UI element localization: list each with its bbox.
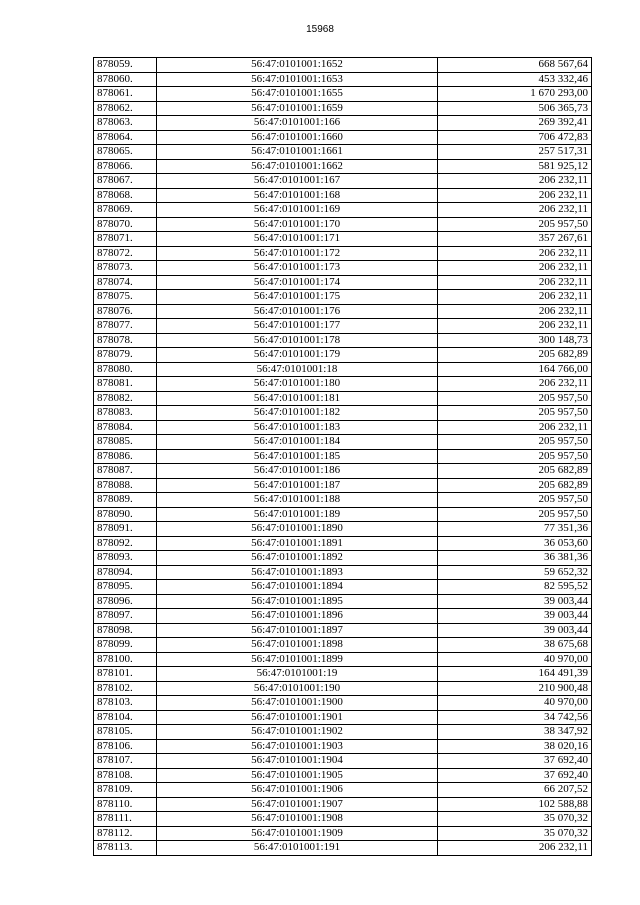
cadastral-number-cell: 56:47:0101001:187 (157, 478, 438, 493)
table-row (94, 609, 592, 624)
row-number-cell: 878061. (94, 87, 157, 102)
cadastral-number-cell: 56:47:0101001:188 (157, 493, 438, 508)
table-row (94, 797, 592, 812)
row-number-cell: 878075. (94, 290, 157, 305)
cadastral-number-cell: 56:47:0101001:1660 (157, 130, 438, 145)
table-row (94, 58, 592, 73)
table-row (94, 377, 592, 392)
value-cell: 206 232,11 (438, 319, 592, 334)
table-row (94, 507, 592, 522)
value-cell: 668 567,64 (438, 58, 592, 73)
row-number-cell: 878072. (94, 246, 157, 261)
row-number-cell: 878094. (94, 565, 157, 580)
cadastral-number-cell: 56:47:0101001:190 (157, 681, 438, 696)
cadastral-number-cell: 56:47:0101001:1653 (157, 72, 438, 87)
row-number-cell: 878109. (94, 783, 157, 798)
value-cell: 205 682,89 (438, 348, 592, 363)
row-number-cell: 878097. (94, 609, 157, 624)
cadastral-number-cell: 56:47:0101001:180 (157, 377, 438, 392)
cadastral-number-cell: 56:47:0101001:1902 (157, 725, 438, 740)
cadastral-number-cell: 56:47:0101001:1908 (157, 812, 438, 827)
row-number-cell: 878077. (94, 319, 157, 334)
value-cell: 38 675,68 (438, 638, 592, 653)
row-number-cell: 878091. (94, 522, 157, 537)
row-number-cell: 878082. (94, 391, 157, 406)
cadastral-number-cell: 56:47:0101001:170 (157, 217, 438, 232)
row-number-cell: 878100. (94, 652, 157, 667)
table-row (94, 565, 592, 580)
registry-table (93, 57, 592, 856)
value-cell: 206 232,11 (438, 174, 592, 189)
table-row (94, 217, 592, 232)
cadastral-number-cell: 56:47:0101001:1896 (157, 609, 438, 624)
table-row (94, 826, 592, 841)
value-cell: 205 957,50 (438, 449, 592, 464)
row-number-cell: 878112. (94, 826, 157, 841)
row-number-cell: 878080. (94, 362, 157, 377)
table-row (94, 464, 592, 479)
row-number-cell: 878076. (94, 304, 157, 319)
value-cell: 82 595,52 (438, 580, 592, 595)
row-number-cell: 878089. (94, 493, 157, 508)
table-row (94, 420, 592, 435)
value-cell: 205 957,50 (438, 435, 592, 450)
row-number-cell: 878095. (94, 580, 157, 595)
cadastral-number-cell: 56:47:0101001:182 (157, 406, 438, 421)
cadastral-number-cell: 56:47:0101001:1659 (157, 101, 438, 116)
table-row (94, 841, 592, 856)
value-cell: 206 232,11 (438, 420, 592, 435)
table-row (94, 449, 592, 464)
value-cell: 205 957,50 (438, 217, 592, 232)
cadastral-number-cell: 56:47:0101001:1903 (157, 739, 438, 754)
table-row (94, 87, 592, 102)
row-number-cell: 878108. (94, 768, 157, 783)
cadastral-number-cell: 56:47:0101001:184 (157, 435, 438, 450)
cadastral-number-cell: 56:47:0101001:1890 (157, 522, 438, 537)
row-number-cell: 878085. (94, 435, 157, 450)
value-cell: 453 332,46 (438, 72, 592, 87)
value-cell: 66 207,52 (438, 783, 592, 798)
table-row (94, 638, 592, 653)
value-cell: 39 003,44 (438, 594, 592, 609)
cadastral-number-cell: 56:47:0101001:171 (157, 232, 438, 247)
table-row (94, 275, 592, 290)
value-cell: 206 232,11 (438, 304, 592, 319)
table-row (94, 304, 592, 319)
table-row (94, 522, 592, 537)
cadastral-number-cell: 56:47:0101001:181 (157, 391, 438, 406)
table-row (94, 72, 592, 87)
value-cell: 40 970,00 (438, 696, 592, 711)
value-cell: 35 070,32 (438, 826, 592, 841)
cadastral-number-cell: 56:47:0101001:177 (157, 319, 438, 334)
cadastral-number-cell: 56:47:0101001:1907 (157, 797, 438, 812)
value-cell: 206 232,11 (438, 246, 592, 261)
row-number-cell: 878096. (94, 594, 157, 609)
table-row (94, 710, 592, 725)
table-row (94, 362, 592, 377)
table-row (94, 130, 592, 145)
table-row (94, 319, 592, 334)
table-row (94, 159, 592, 174)
cadastral-number-cell: 56:47:0101001:173 (157, 261, 438, 276)
value-cell: 257 517,31 (438, 145, 592, 160)
table-row (94, 536, 592, 551)
row-number-cell: 878078. (94, 333, 157, 348)
row-number-cell: 878084. (94, 420, 157, 435)
value-cell: 164 491,39 (438, 667, 592, 682)
table-row (94, 594, 592, 609)
table-row (94, 261, 592, 276)
cadastral-number-cell: 56:47:0101001:1898 (157, 638, 438, 653)
cadastral-number-cell: 56:47:0101001:185 (157, 449, 438, 464)
row-number-cell: 878067. (94, 174, 157, 189)
table-row (94, 435, 592, 450)
cadastral-number-cell: 56:47:0101001:183 (157, 420, 438, 435)
row-number-cell: 878070. (94, 217, 157, 232)
row-number-cell: 878060. (94, 72, 157, 87)
value-cell: 205 682,89 (438, 464, 592, 479)
cadastral-number-cell: 56:47:0101001:168 (157, 188, 438, 203)
cadastral-number-cell: 56:47:0101001:191 (157, 841, 438, 856)
row-number-cell: 878083. (94, 406, 157, 421)
row-number-cell: 878092. (94, 536, 157, 551)
value-cell: 1 670 293,00 (438, 87, 592, 102)
table-row (94, 725, 592, 740)
value-cell: 506 365,73 (438, 101, 592, 116)
row-number-cell: 878071. (94, 232, 157, 247)
cadastral-number-cell: 56:47:0101001:186 (157, 464, 438, 479)
cadastral-number-cell: 56:47:0101001:1900 (157, 696, 438, 711)
row-number-cell: 878090. (94, 507, 157, 522)
page-number: 15968 (306, 24, 334, 35)
table-row (94, 174, 592, 189)
value-cell: 77 351,36 (438, 522, 592, 537)
cadastral-number-cell: 56:47:0101001:1661 (157, 145, 438, 160)
cadastral-number-cell: 56:47:0101001:1891 (157, 536, 438, 551)
row-number-cell: 878081. (94, 377, 157, 392)
table-row (94, 667, 592, 682)
table-row (94, 188, 592, 203)
cadastral-number-cell: 56:47:0101001:1892 (157, 551, 438, 566)
value-cell: 210 900,48 (438, 681, 592, 696)
row-number-cell: 878105. (94, 725, 157, 740)
table-row (94, 696, 592, 711)
cadastral-number-cell: 56:47:0101001:178 (157, 333, 438, 348)
table-row (94, 493, 592, 508)
row-number-cell: 878102. (94, 681, 157, 696)
row-number-cell: 878104. (94, 710, 157, 725)
table-row (94, 739, 592, 754)
registry-table-body (94, 58, 592, 856)
cadastral-number-cell: 56:47:0101001:1909 (157, 826, 438, 841)
value-cell: 164 766,00 (438, 362, 592, 377)
value-cell: 206 232,11 (438, 275, 592, 290)
value-cell: 205 682,89 (438, 478, 592, 493)
table-row (94, 623, 592, 638)
table-row (94, 290, 592, 305)
table-row (94, 406, 592, 421)
table-row (94, 116, 592, 131)
row-number-cell: 878063. (94, 116, 157, 131)
row-number-cell: 878099. (94, 638, 157, 653)
value-cell: 36 381,36 (438, 551, 592, 566)
row-number-cell: 878068. (94, 188, 157, 203)
table-row (94, 551, 592, 566)
cadastral-number-cell: 56:47:0101001:172 (157, 246, 438, 261)
row-number-cell: 878074. (94, 275, 157, 290)
value-cell: 706 472,83 (438, 130, 592, 145)
cadastral-number-cell: 56:47:0101001:189 (157, 507, 438, 522)
value-cell: 581 925,12 (438, 159, 592, 174)
table-row (94, 101, 592, 116)
value-cell: 300 148,73 (438, 333, 592, 348)
value-cell: 40 970,00 (438, 652, 592, 667)
table-row (94, 348, 592, 363)
cadastral-number-cell: 56:47:0101001:1897 (157, 623, 438, 638)
value-cell: 206 232,11 (438, 841, 592, 856)
row-number-cell: 878087. (94, 464, 157, 479)
cadastral-number-cell: 56:47:0101001:166 (157, 116, 438, 131)
row-number-cell: 878059. (94, 58, 157, 73)
row-number-cell: 878062. (94, 101, 157, 116)
cadastral-number-cell: 56:47:0101001:1901 (157, 710, 438, 725)
value-cell: 206 232,11 (438, 261, 592, 276)
cadastral-number-cell: 56:47:0101001:175 (157, 290, 438, 305)
value-cell: 206 232,11 (438, 203, 592, 218)
table-row (94, 203, 592, 218)
cadastral-number-cell: 56:47:0101001:179 (157, 348, 438, 363)
row-number-cell: 878066. (94, 159, 157, 174)
value-cell: 35 070,32 (438, 812, 592, 827)
row-number-cell: 878101. (94, 667, 157, 682)
row-number-cell: 878103. (94, 696, 157, 711)
value-cell: 205 957,50 (438, 391, 592, 406)
value-cell: 102 588,88 (438, 797, 592, 812)
table-row (94, 246, 592, 261)
row-number-cell: 878079. (94, 348, 157, 363)
value-cell: 37 692,40 (438, 754, 592, 769)
cadastral-number-cell: 56:47:0101001:167 (157, 174, 438, 189)
value-cell: 206 232,11 (438, 377, 592, 392)
row-number-cell: 878069. (94, 203, 157, 218)
value-cell: 38 347,92 (438, 725, 592, 740)
value-cell: 205 957,50 (438, 507, 592, 522)
value-cell: 206 232,11 (438, 188, 592, 203)
value-cell: 37 692,40 (438, 768, 592, 783)
cadastral-number-cell: 56:47:0101001:19 (157, 667, 438, 682)
cadastral-number-cell: 56:47:0101001:1894 (157, 580, 438, 595)
row-number-cell: 878065. (94, 145, 157, 160)
cadastral-number-cell: 56:47:0101001:1895 (157, 594, 438, 609)
value-cell: 205 957,50 (438, 493, 592, 508)
row-number-cell: 878110. (94, 797, 157, 812)
row-number-cell: 878093. (94, 551, 157, 566)
table-row (94, 333, 592, 348)
table-row (94, 232, 592, 247)
cadastral-number-cell: 56:47:0101001:1655 (157, 87, 438, 102)
value-cell: 39 003,44 (438, 623, 592, 638)
row-number-cell: 878106. (94, 739, 157, 754)
table-row (94, 783, 592, 798)
cadastral-number-cell: 56:47:0101001:169 (157, 203, 438, 218)
cadastral-number-cell: 56:47:0101001:1906 (157, 783, 438, 798)
row-number-cell: 878111. (94, 812, 157, 827)
table-row (94, 754, 592, 769)
row-number-cell: 878113. (94, 841, 157, 856)
cadastral-number-cell: 56:47:0101001:176 (157, 304, 438, 319)
value-cell: 36 053,60 (438, 536, 592, 551)
table-row (94, 652, 592, 667)
cadastral-number-cell: 56:47:0101001:1652 (157, 58, 438, 73)
cadastral-number-cell: 56:47:0101001:18 (157, 362, 438, 377)
table-row (94, 145, 592, 160)
table-row (94, 580, 592, 595)
value-cell: 38 020,16 (438, 739, 592, 754)
row-number-cell: 878086. (94, 449, 157, 464)
cadastral-number-cell: 56:47:0101001:1905 (157, 768, 438, 783)
row-number-cell: 878073. (94, 261, 157, 276)
table-row (94, 812, 592, 827)
value-cell: 59 652,32 (438, 565, 592, 580)
row-number-cell: 878098. (94, 623, 157, 638)
value-cell: 357 267,61 (438, 232, 592, 247)
table-row (94, 681, 592, 696)
table-row (94, 768, 592, 783)
cadastral-number-cell: 56:47:0101001:1899 (157, 652, 438, 667)
row-number-cell: 878088. (94, 478, 157, 493)
row-number-cell: 878107. (94, 754, 157, 769)
value-cell: 205 957,50 (438, 406, 592, 421)
table-row (94, 391, 592, 406)
cadastral-number-cell: 56:47:0101001:1893 (157, 565, 438, 580)
table-row (94, 478, 592, 493)
value-cell: 34 742,56 (438, 710, 592, 725)
cadastral-number-cell: 56:47:0101001:1904 (157, 754, 438, 769)
row-number-cell: 878064. (94, 130, 157, 145)
cadastral-number-cell: 56:47:0101001:174 (157, 275, 438, 290)
cadastral-number-cell: 56:47:0101001:1662 (157, 159, 438, 174)
value-cell: 206 232,11 (438, 290, 592, 305)
value-cell: 39 003,44 (438, 609, 592, 624)
value-cell: 269 392,41 (438, 116, 592, 131)
